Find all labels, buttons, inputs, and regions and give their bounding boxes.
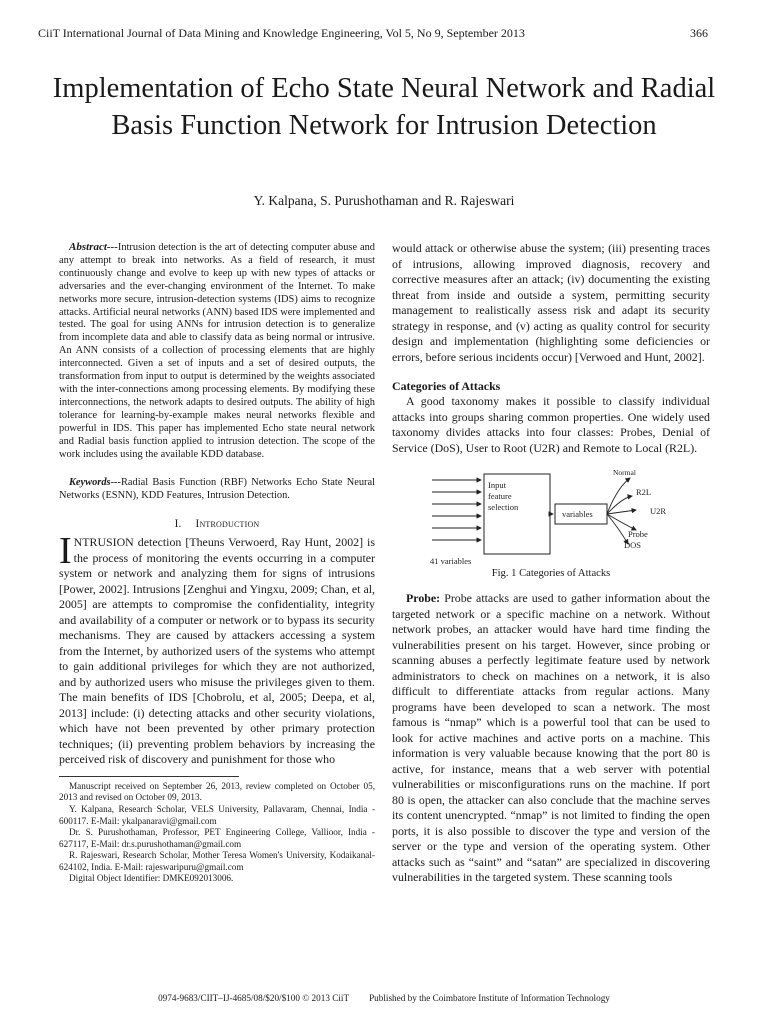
input-label-line2: feature — [488, 491, 512, 501]
keywords-label: Keywords--- — [69, 477, 121, 489]
footnote-author-3: R. Rajeswari, Research Scholar, Mother Teresa Women's University, Kodaikanal-624102, India. E-Mail: rajeswaripuru@gmail.com — [59, 850, 375, 872]
output-u2r: U2R — [650, 506, 667, 516]
footnote-doi: Digital Object Identifier: DMKE092013006. — [69, 873, 234, 884]
page-number: 366 — [690, 26, 708, 40]
intro-first-word: NTRUSION — [73, 535, 134, 550]
footnote-divider — [59, 776, 239, 777]
keywords-text: Radial Basis Function (RBF) Networks Echo State Neural Networks (ESNN), KDD Features, Intrusion Detection. — [59, 477, 375, 502]
abstract-label: Abstract--- — [69, 241, 118, 253]
output-r2l: R2L — [636, 487, 652, 497]
footer-publisher: Published by the Coimbatore Institute of Information Technology — [369, 993, 610, 1003]
intro-text: detection [Theuns Verwoerd, Ray Hunt, 2002] is the process of monitoring the events occurring in a computer system or network and analyzing them for signs of intrusions [Power, 2002]. Intrusions [Zenghui and Yingxu, 2009; Chan, et al, 2005] are attempts to compromise the confidentiality, integrity and availability of a computer or network or to bypass its security mechanisms. They are caused by attackers accessing a system from the Internet, by authorized users of the systems who attempt to gain additional privileges for which they are not authorized, and by authorized users who misuse the privileges given to them. The main benefits of IDS [Chobrolu, et al, 2005; Deepa, et al, 2013] include: (i) detecting attacks and other security violations, which have not been prevented by other primary protection techniques; (ii) preventing problem behaviors by increasing the perceived risk of discovery and punishment for those who — [59, 535, 375, 767]
footnote-author-1: Y. Kalpana, Research Scholar, VELS University, Pallavaram, Chennai, India - 600117. E-Mail: ykalpanaravi@gmail.com — [59, 803, 375, 826]
journal-citation: CiiT International Journal of Data Mining and Knowledge Engineering, Vol 5, No 9, September 2013 — [38, 26, 525, 40]
categories-paragraph: A good taxonomy makes it possible to classify individual attacks into groups sharing common properties. One widely used taxonomy divides attacks into four classes: Probes, Denial of Service (DoS), User to Root (U2R) and Remote to Local (R2L). — [392, 394, 710, 455]
footnote-manuscript: Manuscript received on September 26, 2013, review completed on October 05, 2013 and revised on October 09, 2013. — [59, 780, 375, 803]
drop-cap: I — [59, 530, 72, 573]
page-footer — [40, 993, 728, 1003]
intro-continuation: would attack or otherwise abuse the system; (iii) presenting traces of intrusions, allowing improved diagnosis, recovery and corrective measures after an attack; (iv) documenting the existing threat from inside and outside a system, permitting security management to realistically assess risk and adapt its security strategy in response, and (v) acting as quality control for security design and implementation (highlighting some deficiencies or errors, before serious incidents occur) [Verwoed and Hunt, 2002]. — [392, 241, 710, 364]
section-number: I. — [174, 518, 182, 531]
section-heading-introduction — [59, 518, 375, 530]
figure-caption: Fig. 1 Categories of Attacks — [491, 568, 611, 579]
output-normal: Normal — [613, 468, 636, 477]
variables-label: variables — [562, 509, 593, 519]
right-column — [392, 241, 710, 886]
left-column — [59, 241, 375, 885]
probe-label: Probe: — [406, 591, 441, 605]
probe-paragraph — [392, 591, 710, 886]
introduction-paragraph — [59, 530, 375, 768]
figure-categories-diagram — [392, 468, 710, 566]
abstract — [59, 241, 375, 461]
categories-heading: Categories of Attacks — [392, 379, 501, 393]
running-header — [38, 26, 708, 42]
output-probe: Probe — [628, 529, 648, 539]
output-dos: DOS — [624, 540, 642, 550]
keywords — [59, 477, 375, 503]
footnotes — [59, 781, 375, 885]
footnote-author-2: Dr. S. Purushothaman, Professor, PET Engineering College, Vallioor, India - 627117, E-Mail: dr.s.purushothaman@gmail.com — [59, 827, 375, 849]
probe-text: Probe attacks are used to gather information about the targeted network or a specific machine on a network. Without network probes, an attacker would have hard time finding the vulnerabilities present on his target. However, since probing or scanning abuses a perfectly legitimate feature used by network administrators to check on machines on a network, it is also difficult to differentiate attacks from regular actions. Many programs have been developed to scan a network. The most famous is “nmap” which is a powerful tool that can be used to look for active machines and active ports on a machine. This information is very valuable because knowing that the port 80 is active, for instance, means that a web server with potential vulnerabilities or misconfigurations runs on the machine. If port 80 is open, the attacker can also conclude that the machine serves its content unencrypted. “nmap” is not limited to finding the open ports, it is also possible to discover the type and version of the server or the type and version of the operating system. Other attacks such as “saint” and “satan” are specialized in discovering vulnerabilities in the targeted system. These scanning tools — [392, 591, 710, 884]
attack-categories-diagram — [392, 468, 710, 566]
paper-authors: Y. Kalpana, S. Purushothaman and R. Rajeswari — [253, 193, 515, 208]
paper-title: Implementation of Echo State Neural Network and Radial Basis Function Network for Intrusion Detection — [52, 73, 716, 141]
input-arrows — [432, 480, 481, 540]
input-label-line1: Input — [488, 480, 506, 490]
input-label-line3: selection — [488, 502, 519, 512]
abstract-text: Intrusion detection is the art of detecting computer abuse and any attempt to break into networks. As a field of research, it must continuously change and evolve to keep up with new types of attacks or adversaries and the ever-changing environment of the Internet. To make networks more secure, intrusion-detection systems (IDS) aims to recognize attacks. Artificial neural networks (ANN) based IDS were implemented and tested. The goal for using ANNs for intrusion detection is to generalize from incomplete data and able to classify data as being normal or intrusive. An ANN consists of a collection of processing elements that are highly interconnected. Given a set of inputs and a set of desired outputs, the transformation from input to output is determined by the weights associated with the inter-connections among processing elements. By modifying these interconnections, the network adapts to desired outputs. The ability of high tolerance for learning-by-example makes neural networks flexible and powerful in IDS. This paper has implemented Echo state neural network and Radial basis function applied to intrusion detection. The scope of the work includes using the available KDD database. — [59, 242, 375, 460]
footer-code: 0974-9683/CIIT–IJ-4685/08/$20/$100 © 2013 CiiT — [158, 993, 350, 1003]
section-title: Introduction — [195, 518, 260, 531]
inputs-count-label: 41 variables — [430, 556, 472, 566]
